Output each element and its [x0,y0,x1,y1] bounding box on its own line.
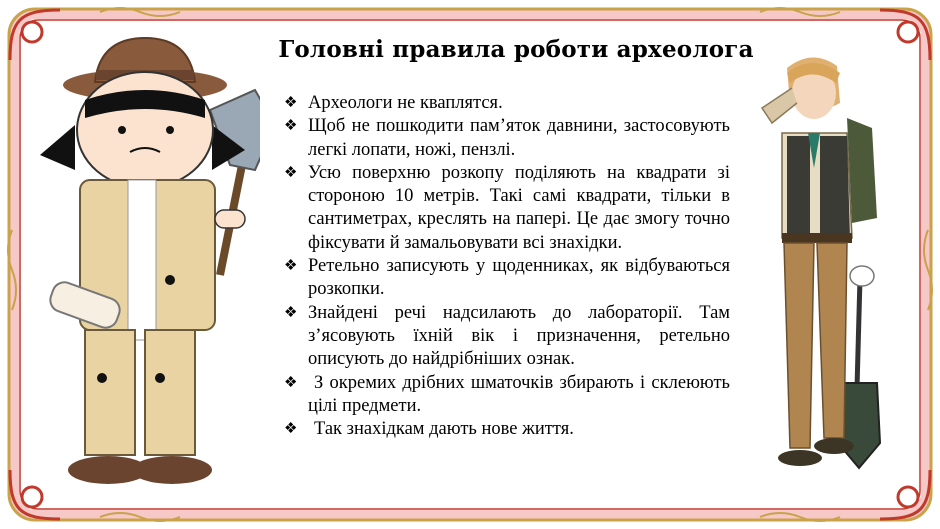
list-item [284,115,730,162]
explorer-illustration [752,48,902,478]
cartoon-archaeologist-illustration [30,30,260,490]
diamond-bullet-icon: ❖ [284,118,298,135]
list-item-text: Ретельно записують у щоденниках, як відбуваються розкопки. [308,256,730,300]
diamond-bullet-icon: ❖ [284,95,298,111]
list-item-text: Так знахідкам дають нове життя. [314,419,574,440]
list-item-text: З окремих дрібних шматочків збирають і склеюють цілі предмети. [308,372,730,416]
diamond-bullet-icon: ❖ [284,421,298,438]
diamond-bullet-icon: ❖ [284,374,298,391]
list-item [284,255,730,302]
diamond-bullet-icon: ❖ [284,258,298,275]
list-item-text: Усю поверхню розкопу поділяють на квадрати зі стороною 10 метрів. Такі самі квадрати, тільки в сантиметрах, креслять на папері. Це дає змогу точно фіксувати й замальовувати всі знахідки. [308,162,730,253]
list-item [284,418,730,441]
list-item [284,162,730,255]
list-item [284,372,730,419]
list-item-text: Знайдені речі надсилають до лабораторії. Там з’ясовують їхній вік і призначення, ретельно описують до найдрібніших ознак. [308,302,730,370]
list-item-text: Археологи не кваплятся. [308,93,503,113]
list-item [284,302,730,372]
diamond-bullet-icon: ❖ [284,304,298,321]
rules-list [284,92,730,441]
page-title: Головні правила роботи археолога [278,36,754,63]
list-item-text: Щоб не пошкодити пам’яток давнини, застосовують легкі лопати, ножі, пензлі. [308,116,730,160]
list-item [284,92,730,115]
diamond-bullet-icon: ❖ [284,164,298,181]
